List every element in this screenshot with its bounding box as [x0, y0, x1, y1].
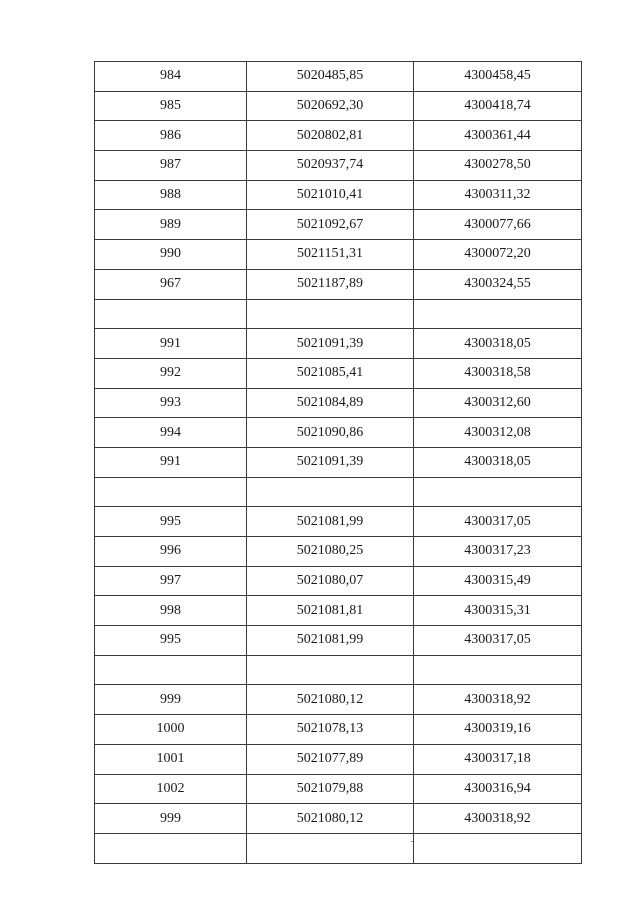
point-number-cell: [95, 655, 247, 685]
point-number-cell: [95, 833, 247, 863]
table-row: [95, 537, 582, 567]
y-coordinate-cell: 4300318,05: [414, 447, 582, 477]
point-number-cell: 988: [95, 180, 247, 210]
point-number-cell: 1000: [95, 715, 247, 745]
table-row: [95, 91, 582, 121]
x-coordinate-cell: 5021080,25: [247, 537, 414, 567]
point-number-cell: 999: [95, 685, 247, 715]
point-number-cell: 991: [95, 447, 247, 477]
point-number-cell: 996: [95, 537, 247, 567]
table-row: [95, 358, 582, 388]
table-row: [95, 715, 582, 745]
table-row: [95, 685, 582, 715]
point-number-cell: 993: [95, 388, 247, 418]
y-coordinate-cell: 4300458,45: [414, 62, 582, 92]
x-coordinate-cell: 5021010,41: [247, 180, 414, 210]
y-coordinate-cell: 4300318,05: [414, 329, 582, 359]
point-number-cell: [95, 299, 247, 329]
x-coordinate-cell: 5021151,31: [247, 240, 414, 270]
y-coordinate-cell: 4300318,92: [414, 804, 582, 834]
y-coordinate-cell: 4300324,55: [414, 269, 582, 299]
y-coordinate-cell: 4300072,20: [414, 240, 582, 270]
y-coordinate-cell: [414, 833, 582, 863]
x-coordinate-cell: 5020937,74: [247, 151, 414, 181]
x-coordinate-cell: [247, 299, 414, 329]
point-number-cell: 999: [95, 804, 247, 834]
table-row: [95, 180, 582, 210]
table-row: [95, 447, 582, 477]
point-number-cell: 994: [95, 418, 247, 448]
y-coordinate-cell: 4300317,23: [414, 537, 582, 567]
x-coordinate-cell: 5021091,39: [247, 447, 414, 477]
x-coordinate-cell: 5021090,86: [247, 418, 414, 448]
y-coordinate-cell: 4300077,66: [414, 210, 582, 240]
table-row: [95, 240, 582, 270]
x-coordinate-cell: 5021084,89: [247, 388, 414, 418]
point-number-cell: 995: [95, 626, 247, 656]
table-row: [95, 566, 582, 596]
x-coordinate-cell: 5021091,39: [247, 329, 414, 359]
table-row: [95, 418, 582, 448]
x-coordinate-cell: 5021077,89: [247, 744, 414, 774]
point-number-cell: 986: [95, 121, 247, 151]
x-coordinate-cell: 5021187,89: [247, 269, 414, 299]
x-coordinate-cell: 5021081,99: [247, 626, 414, 656]
x-coordinate-cell: 5020692,30: [247, 91, 414, 121]
x-coordinate-cell: 5021080,07: [247, 566, 414, 596]
y-coordinate-cell: 4300418,74: [414, 91, 582, 121]
coordinates-table-body: [95, 62, 582, 864]
table-row: [95, 151, 582, 181]
x-coordinate-cell: 5021092,67: [247, 210, 414, 240]
point-number-cell: 985: [95, 91, 247, 121]
x-coordinate-cell: 5021085,41: [247, 358, 414, 388]
table-row: [95, 804, 582, 834]
table-row: [95, 299, 582, 329]
table-row: [95, 477, 582, 507]
y-coordinate-cell: 4300317,05: [414, 626, 582, 656]
y-coordinate-cell: 4300319,16: [414, 715, 582, 745]
x-coordinate-cell: 5021081,99: [247, 507, 414, 537]
x-coordinate-cell: 5021080,12: [247, 804, 414, 834]
table-row: [95, 62, 582, 92]
point-number-cell: 992: [95, 358, 247, 388]
point-number-cell: 995: [95, 507, 247, 537]
table-row: [95, 655, 582, 685]
point-number-cell: 989: [95, 210, 247, 240]
y-coordinate-cell: 4300312,08: [414, 418, 582, 448]
table-row: [95, 210, 582, 240]
x-coordinate-cell: 5021081,81: [247, 596, 414, 626]
table-row: [95, 329, 582, 359]
table-row: [95, 596, 582, 626]
x-coordinate-cell: 5020485,85: [247, 62, 414, 92]
point-number-cell: 967: [95, 269, 247, 299]
table-row: [95, 269, 582, 299]
y-coordinate-cell: 4300361,44: [414, 121, 582, 151]
y-coordinate-cell: 4300318,58: [414, 358, 582, 388]
point-number-cell: 991: [95, 329, 247, 359]
y-coordinate-cell: 4300317,18: [414, 744, 582, 774]
x-coordinate-cell: 5021080,12: [247, 685, 414, 715]
y-coordinate-cell: 4300311,32: [414, 180, 582, 210]
point-number-cell: 1002: [95, 774, 247, 804]
point-number-cell: 997: [95, 566, 247, 596]
point-number-cell: 990: [95, 240, 247, 270]
point-number-cell: 987: [95, 151, 247, 181]
table-row: [95, 388, 582, 418]
y-coordinate-cell: 4300318,92: [414, 685, 582, 715]
x-coordinate-cell: [247, 833, 414, 863]
scan-speck: [411, 841, 413, 842]
table-row: [95, 626, 582, 656]
y-coordinate-cell: 4300316,94: [414, 774, 582, 804]
y-coordinate-cell: 4300317,05: [414, 507, 582, 537]
x-coordinate-cell: 5021078,13: [247, 715, 414, 745]
x-coordinate-cell: [247, 477, 414, 507]
point-number-cell: 1001: [95, 744, 247, 774]
y-coordinate-cell: [414, 477, 582, 507]
point-number-cell: 984: [95, 62, 247, 92]
table-row: [95, 507, 582, 537]
y-coordinate-cell: 4300278,50: [414, 151, 582, 181]
x-coordinate-cell: 5021079,88: [247, 774, 414, 804]
y-coordinate-cell: [414, 299, 582, 329]
point-number-cell: 998: [95, 596, 247, 626]
y-coordinate-cell: 4300312,60: [414, 388, 582, 418]
y-coordinate-cell: 4300315,31: [414, 596, 582, 626]
coordinates-table: [94, 61, 582, 864]
y-coordinate-cell: [414, 655, 582, 685]
y-coordinate-cell: 4300315,49: [414, 566, 582, 596]
table-row: [95, 774, 582, 804]
table-row: [95, 121, 582, 151]
point-number-cell: [95, 477, 247, 507]
x-coordinate-cell: [247, 655, 414, 685]
table-row: [95, 744, 582, 774]
table-row: [95, 833, 582, 863]
x-coordinate-cell: 5020802,81: [247, 121, 414, 151]
